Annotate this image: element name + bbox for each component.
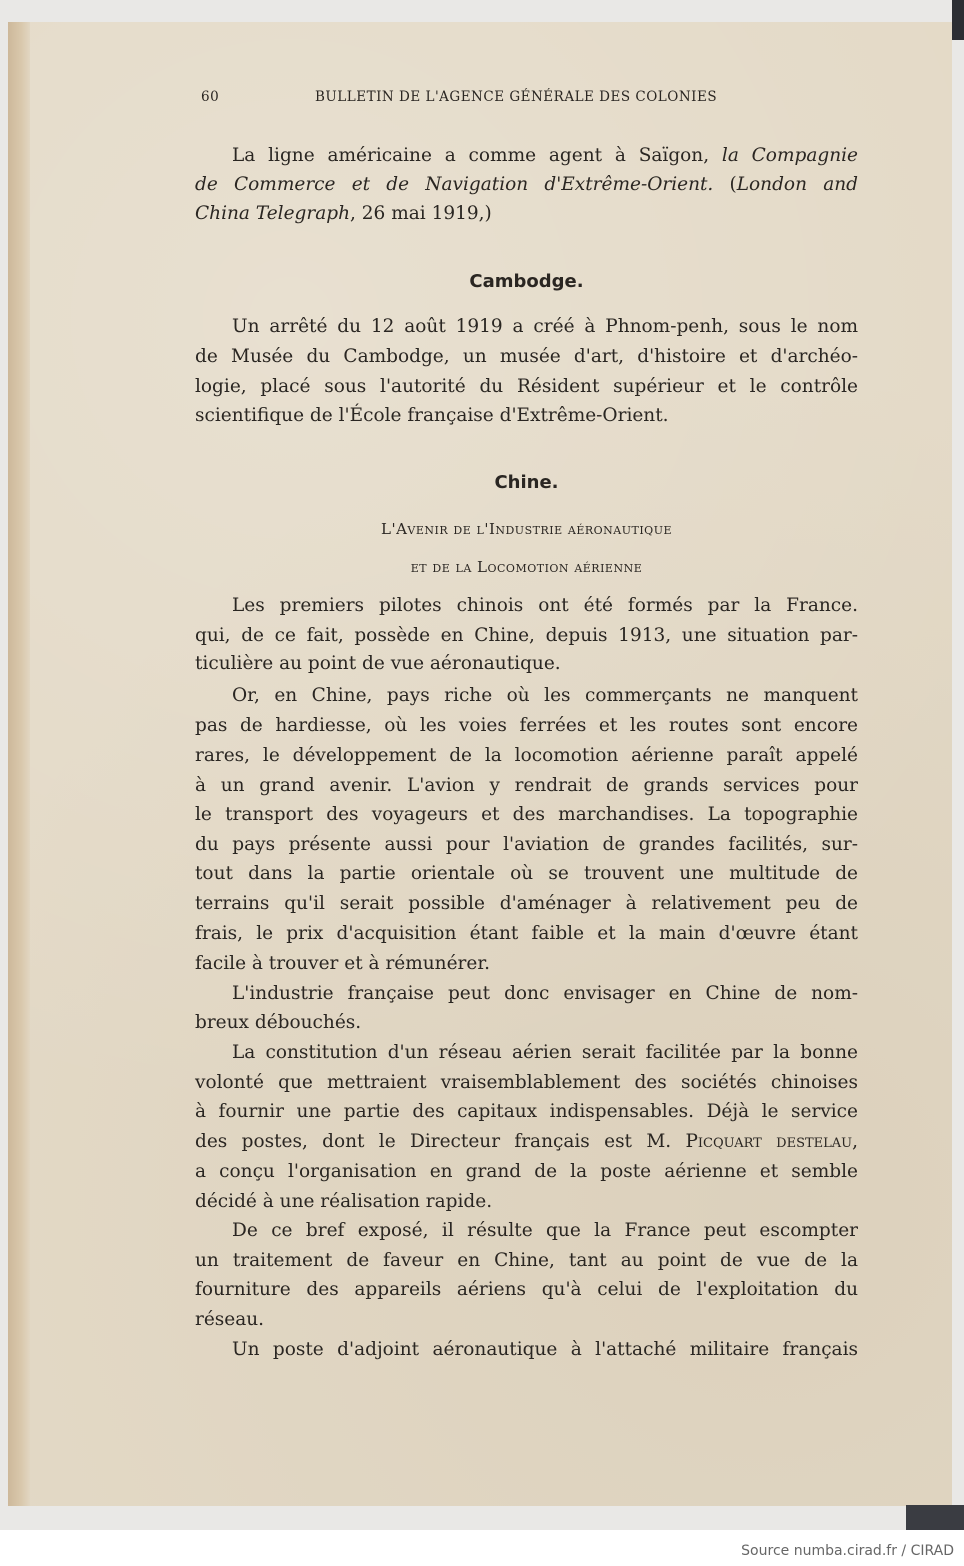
text-line	[195, 1130, 858, 1154]
text-line	[195, 1190, 858, 1214]
text-segment: L'Avenir de l'Industrie aéronautique	[380, 520, 672, 538]
text-segment: Les premiers pilotes chinois ont été formés par la France.	[232, 595, 858, 616]
text-line	[195, 1011, 858, 1035]
text-segment: , 26 mai 1919,)	[350, 203, 492, 224]
italic-text: China Telegraph	[195, 203, 351, 224]
text-line	[195, 1278, 858, 1302]
text-segment: des postes, dont le Directeur français est M.	[195, 1131, 686, 1152]
text-line	[232, 1219, 858, 1243]
text-segment: logie, placé sous l'autorité du Résident supérieur et le contrôle	[195, 376, 858, 397]
page-number: 60	[201, 89, 220, 105]
text-segment: a conçu l'organisation en grand de la poste aérienne et semble	[195, 1161, 858, 1182]
text-segment: scientifique de l'École française d'Extrême-Orient.	[195, 405, 669, 426]
text-line	[195, 892, 858, 916]
source-credit: Source numba.cirad.fr / CIRAD	[741, 1543, 954, 1559]
text-line	[195, 1100, 858, 1124]
text-line	[195, 952, 858, 976]
text-segment: frais, le prix d'acquisition étant faible et la main d'œuvre étant	[195, 923, 858, 944]
text-segment: qui, de ce fait, possède en Chine, depuis 1913, une situation par-	[195, 625, 858, 646]
text-segment: décidé à une réalisation rapide.	[195, 1191, 493, 1212]
page-edge	[8, 22, 30, 1506]
text-line	[195, 375, 858, 399]
text-line	[195, 624, 858, 648]
binding-strip	[952, 0, 964, 40]
italic-text: la Compagnie	[721, 145, 858, 166]
text-line	[232, 315, 858, 339]
text-line	[195, 652, 858, 676]
text-line	[195, 862, 858, 886]
text-segment: ,	[852, 1131, 858, 1152]
text-segment: Or, en Chine, pays riche où les commerçants ne manquent	[232, 685, 858, 706]
text-segment: (	[713, 174, 737, 195]
text-segment: à un grand avenir. L'avion y rendrait de grands services pour	[195, 775, 858, 796]
running-title: BULLETIN DE L'AGENCE GÉNÉRALE DES COLONIES	[315, 89, 718, 105]
text-segment: tout dans la partie orientale où se trouvent une multitude de	[195, 863, 858, 884]
text-segment: La ligne américaine a comme agent à Saïgon,	[232, 145, 722, 166]
text-segment: fourniture des appareils aériens qu'à celui de l'exploitation du	[195, 1279, 858, 1300]
italic-text: de Commerce et de Navigation d'Extrême-Orient.	[195, 174, 714, 195]
text-segment: Un arrêté du 12 août 1919 a créé à Phnom-penh, sous le nom	[232, 316, 858, 337]
text-segment: Cambodge.	[469, 271, 584, 292]
subheading	[195, 555, 858, 579]
text-line	[232, 1338, 858, 1362]
text-segment: facile à trouver et à rémunérer.	[195, 953, 491, 974]
text-line	[232, 982, 858, 1006]
text-segment: volonté que mettraient vraisemblablement des sociétés chinoises	[195, 1072, 858, 1093]
text-line	[195, 714, 858, 738]
text-line	[195, 774, 858, 798]
text-line	[195, 202, 858, 226]
text-line	[195, 922, 858, 946]
section-heading	[195, 270, 858, 294]
text-segment: rares, le développement de la locomotion aérienne paraît appelé	[195, 745, 858, 766]
text-segment: breux débouchés.	[195, 1012, 362, 1033]
text-segment: terrains qu'il serait possible d'aménager à relativement peu de	[195, 893, 858, 914]
text-segment: et de la Locomotion aérienne	[410, 558, 643, 576]
text-segment: De ce bref exposé, il résulte que la France peut escompter	[232, 1220, 858, 1241]
text-line	[195, 1071, 858, 1095]
section-heading	[195, 471, 858, 495]
text-line	[195, 1249, 858, 1273]
text-segment: de Musée du Cambodge, un musée d'art, d'histoire et d'archéo-	[195, 346, 858, 367]
text-segment: La constitution d'un réseau aérien serait facilitée par la bonne	[232, 1042, 858, 1063]
subheading	[195, 517, 858, 541]
binding-corner	[906, 1505, 964, 1530]
text-segment: ticulière au point de vue aéronautique.	[195, 653, 561, 674]
text-segment: L'industrie française peut donc envisager en Chine de nom-	[232, 983, 858, 1004]
text-segment: le transport des voyageurs et des marchandises. La topographie	[195, 804, 858, 825]
text-line	[195, 833, 858, 857]
small-caps-name: Picquart destelau	[685, 1131, 853, 1152]
text-line	[232, 144, 858, 168]
italic-text: London and	[736, 174, 858, 195]
text-line	[232, 1041, 858, 1065]
text-segment: du pays présente aussi pour l'aviation de grandes facilités, sur-	[195, 834, 858, 855]
text-line	[195, 803, 858, 827]
text-segment: pas de hardiesse, où les voies ferrées et les routes sont encore	[195, 715, 858, 736]
text-segment: à fournir une partie des capitaux indispensables. Déjà le service	[195, 1101, 858, 1122]
text-line	[195, 404, 858, 428]
text-segment: réseau.	[195, 1309, 265, 1330]
text-segment: un traitement de faveur en Chine, tant au point de vue de la	[195, 1250, 858, 1271]
text-line	[232, 684, 858, 708]
text-line	[195, 744, 858, 768]
text-line	[195, 345, 858, 369]
text-line	[195, 173, 858, 197]
text-line	[195, 1160, 858, 1184]
text-segment: Un poste d'adjoint aéronautique à l'attaché militaire français	[232, 1339, 858, 1360]
text-line	[232, 594, 858, 618]
text-segment: Chine.	[494, 472, 559, 493]
text-line	[195, 1308, 858, 1332]
